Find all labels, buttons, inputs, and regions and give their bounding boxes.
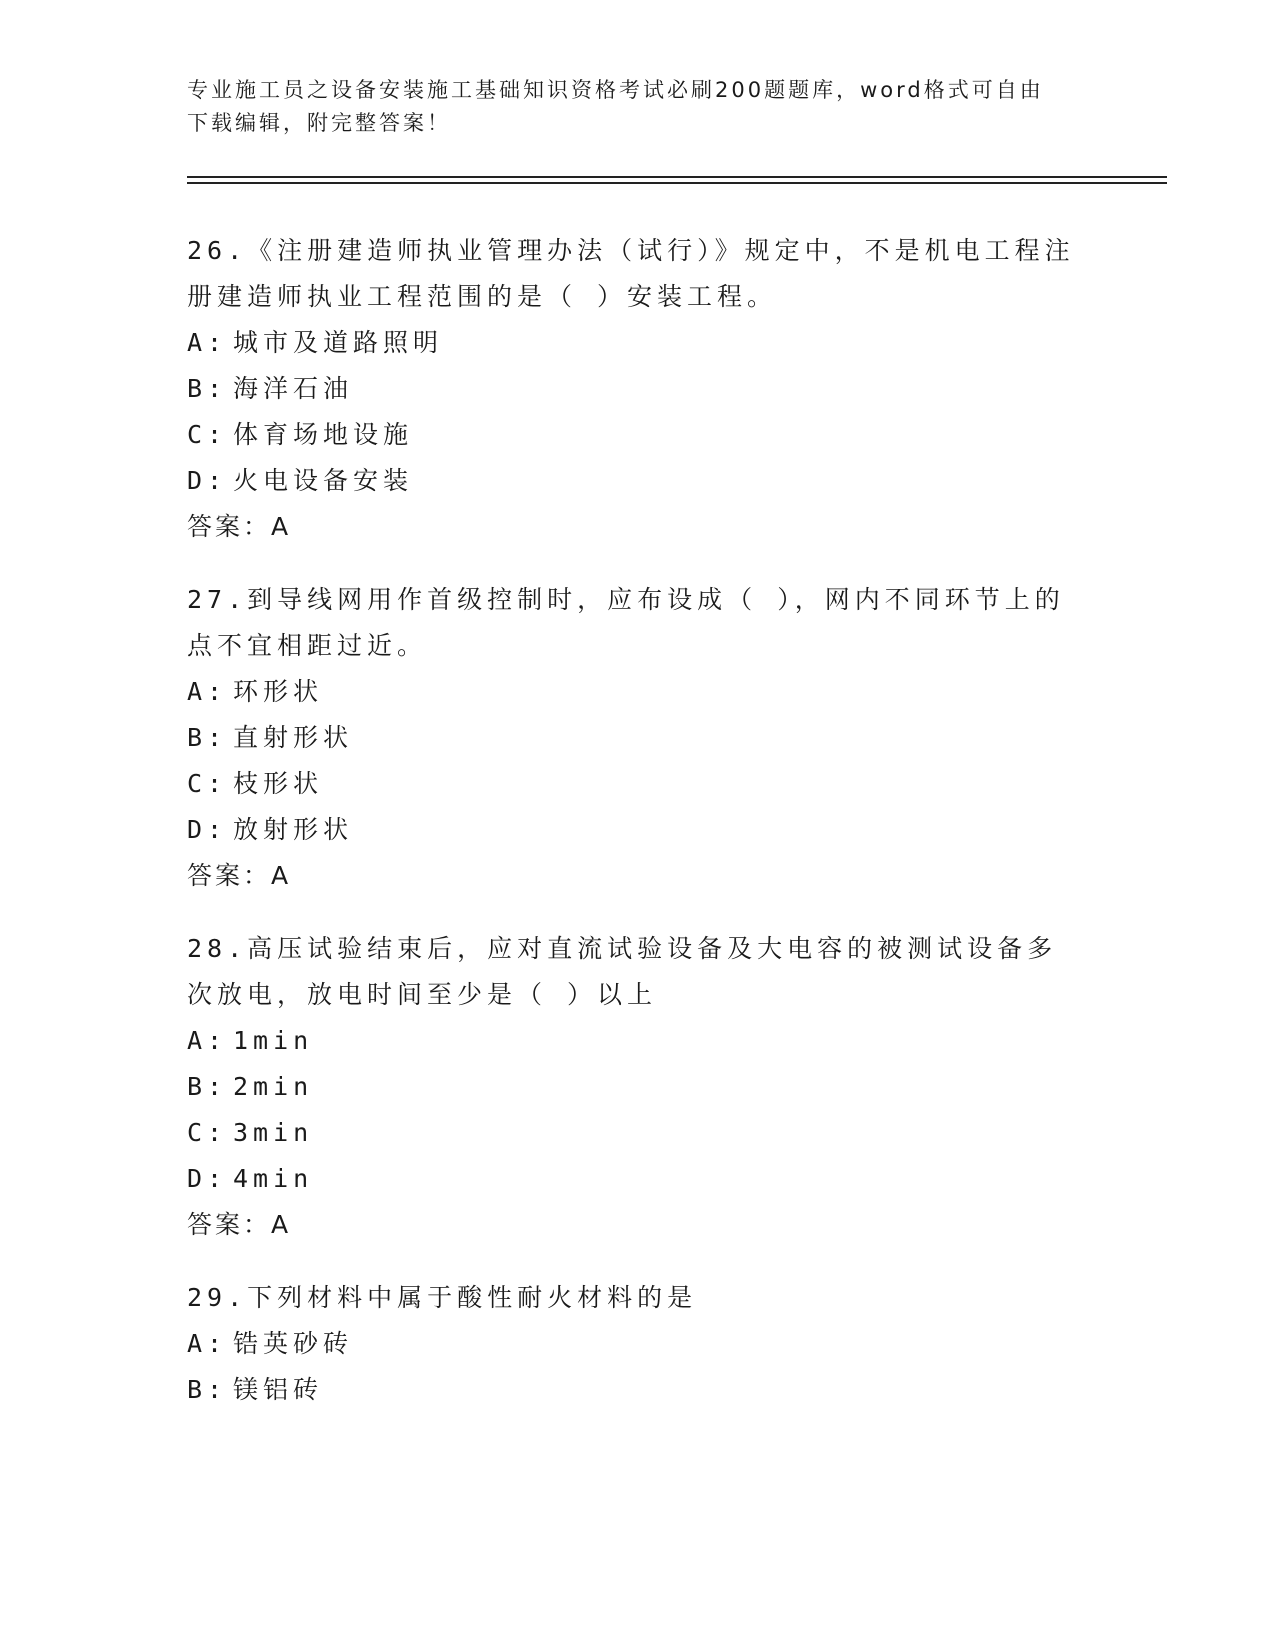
option-a (187, 320, 1087, 366)
question-26 (187, 228, 1087, 550)
option-text: 锆英砂砖 (233, 1329, 354, 1358)
option-b (187, 366, 1087, 412)
option-letter: B: (187, 374, 228, 403)
option-text: 火电设备安装 (233, 466, 414, 495)
option-letter: A: (187, 328, 228, 357)
option-text: 1min (233, 1026, 314, 1055)
option-b (187, 715, 1087, 761)
option-letter: C: (187, 420, 228, 449)
option-letter: D: (187, 466, 228, 495)
answer-value: A (271, 861, 292, 890)
option-c (187, 1110, 1087, 1156)
option-text: 镁铝砖 (233, 1375, 324, 1404)
option-a (187, 1018, 1087, 1064)
option-b (187, 1064, 1087, 1110)
option-d (187, 458, 1087, 504)
header-rule-top (187, 176, 1167, 178)
option-text: 海洋石油 (233, 374, 354, 403)
question-stem: 27.到导线网用作首级控制时，应布设成（ ），网内不同环节上的点不宜相距过近。 (187, 585, 1065, 660)
option-text: 放射形状 (233, 815, 354, 844)
answer-label: 答案： (187, 1210, 272, 1239)
option-d (187, 807, 1087, 853)
option-text: 直射形状 (233, 723, 354, 752)
document-header: 专业施工员之设备安装施工基础知识资格考试必刷200题题库，word格式可自由下载编辑，附完整答案！ (187, 78, 1044, 135)
option-text: 城市及道路照明 (233, 328, 444, 357)
question-29 (187, 1275, 1087, 1413)
option-letter: B: (187, 723, 228, 752)
option-letter: A: (187, 677, 228, 706)
option-text: 枝形状 (233, 769, 324, 798)
option-text: 环形状 (233, 677, 324, 706)
answer-line (187, 504, 1087, 550)
option-b (187, 1367, 1087, 1413)
option-letter: C: (187, 769, 228, 798)
answer-label: 答案： (187, 861, 272, 890)
option-text: 2min (233, 1072, 314, 1101)
question-stem: 29.下列材料中属于酸性耐火材料的是 (187, 1283, 698, 1312)
header-rule-bottom (187, 182, 1167, 184)
option-a (187, 1321, 1087, 1367)
option-letter: D: (187, 815, 228, 844)
option-text: 体育场地设施 (233, 420, 414, 449)
option-letter: D: (187, 1164, 228, 1193)
option-letter: C: (187, 1118, 228, 1147)
answer-value: A (271, 1210, 292, 1239)
question-27 (187, 577, 1087, 899)
option-a (187, 669, 1087, 715)
question-28 (187, 926, 1087, 1248)
option-text: 3min (233, 1118, 314, 1147)
option-text: 4min (233, 1164, 314, 1193)
option-c (187, 412, 1087, 458)
question-stem: 28.高压试验结束后，应对直流试验设备及大电容的被测试设备多次放电，放电时间至少是（ ）以上 (187, 934, 1058, 1009)
option-letter: B: (187, 1072, 228, 1101)
option-letter: B: (187, 1375, 228, 1404)
question-stem: 26.《注册建造师执业管理办法（试行）》规定中，不是机电工程注册建造师执业工程范围的是（ ）安装工程。 (187, 236, 1075, 311)
option-d (187, 1156, 1087, 1202)
option-c (187, 761, 1087, 807)
answer-label: 答案： (187, 512, 272, 541)
answer-value: A (271, 512, 292, 541)
option-letter: A: (187, 1026, 228, 1055)
answer-line (187, 853, 1087, 899)
option-letter: A: (187, 1329, 228, 1358)
answer-line (187, 1202, 1087, 1248)
